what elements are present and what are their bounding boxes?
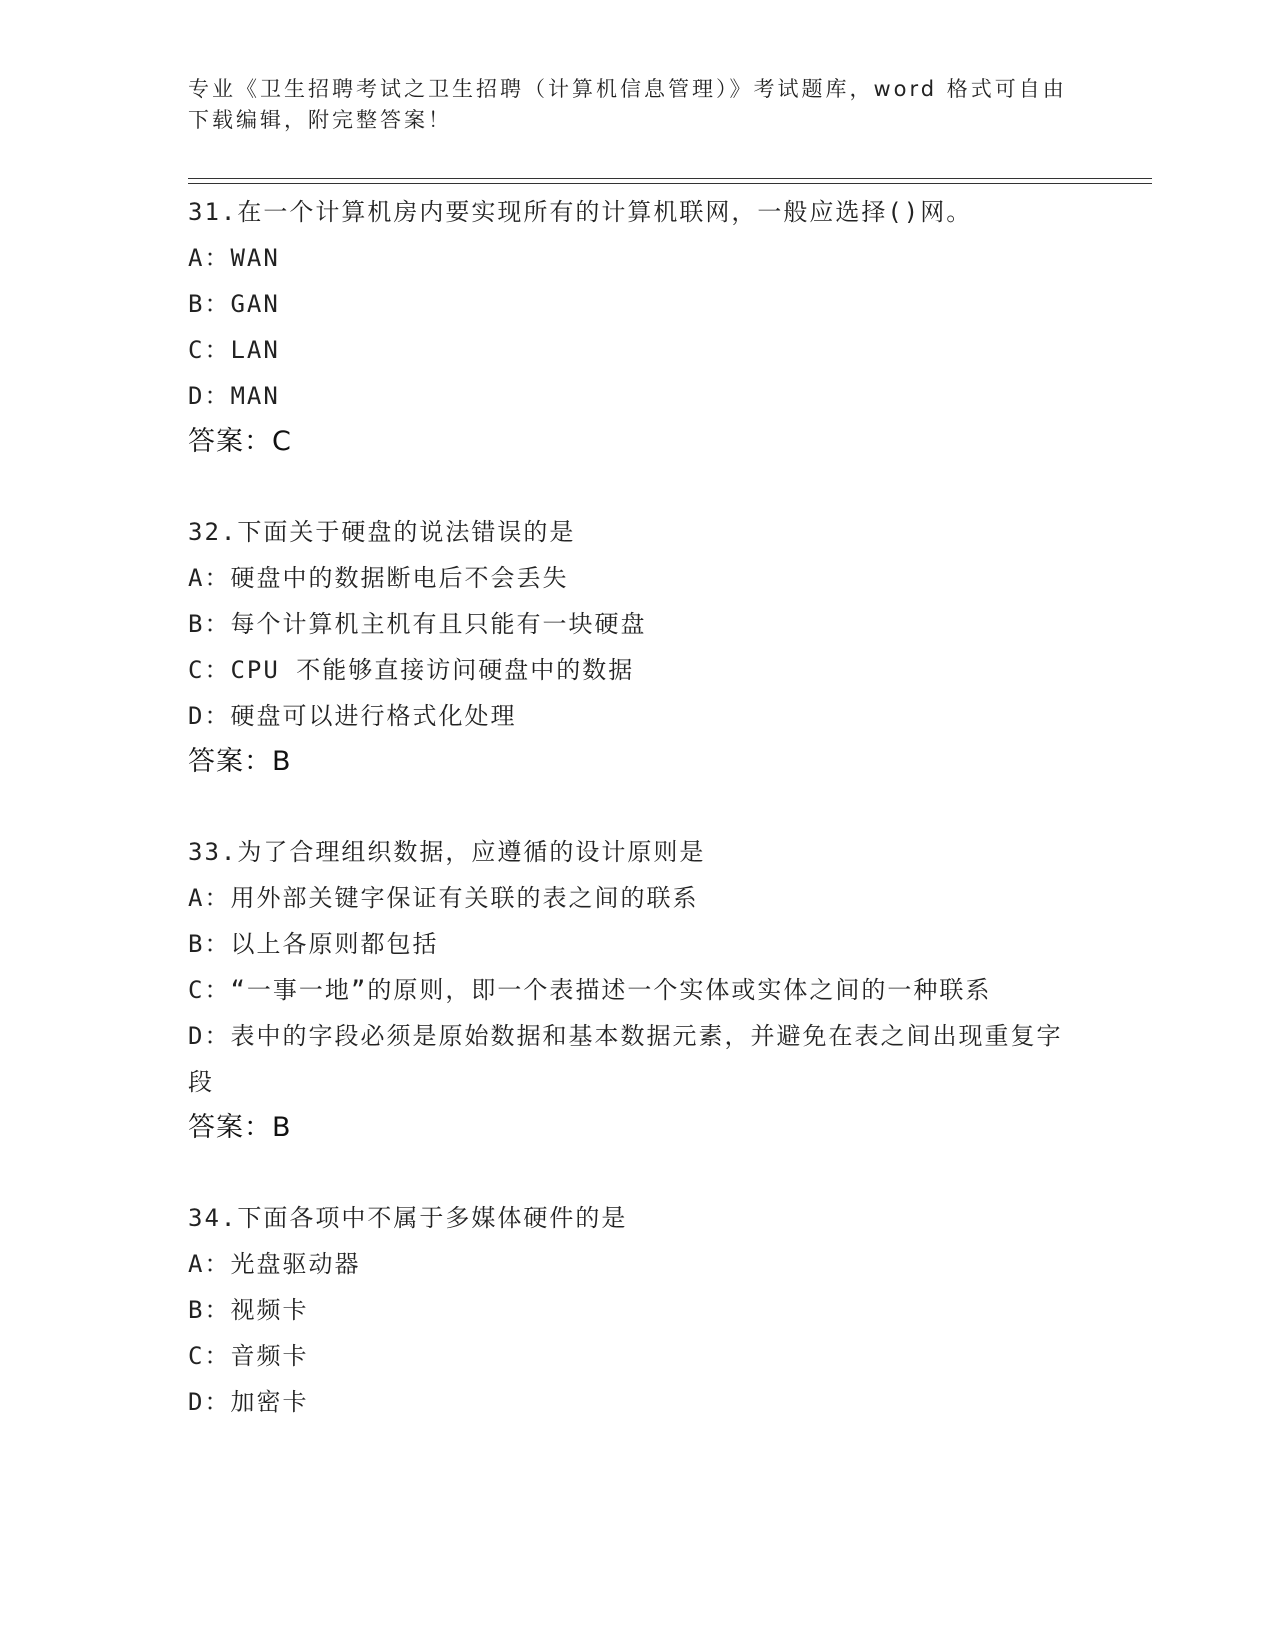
question-stem: 31.在一个计算机房内要实现所有的计算机联网，一般应选择()网。 <box>188 198 973 226</box>
question-32 <box>188 509 1078 785</box>
spacer <box>188 1151 1078 1195</box>
option-a: A：光盘驱动器 <box>188 1250 361 1278</box>
question-stem: 34.下面各项中不属于多媒体硬件的是 <box>188 1204 628 1232</box>
option-d: D：加密卡 <box>188 1388 309 1416</box>
option-d: D：表中的字段必须是原始数据和基本数据元素，并避免在表之间出现重复字段 <box>188 1022 1063 1096</box>
answer-line: 答案：B <box>188 746 292 777</box>
question-stem: 32.下面关于硬盘的说法错误的是 <box>188 518 576 546</box>
question-34 <box>188 1195 1078 1425</box>
option-b: B：每个计算机主机有且只能有一块硬盘 <box>188 610 647 638</box>
question-stem: 33.为了合理组织数据，应遵循的设计原则是 <box>188 838 706 866</box>
question-list <box>188 189 1078 1425</box>
document-intro: 专业《卫生招聘考试之卫生招聘（计算机信息管理）》考试题库，word 格式可自由下载编辑，附完整答案！ <box>188 77 1067 132</box>
answer-line: 答案：B <box>188 1112 292 1143</box>
spacer <box>188 465 1078 509</box>
question-33 <box>188 829 1078 1151</box>
header-divider-bottom <box>188 183 1152 184</box>
option-c: C：LAN <box>188 336 280 364</box>
option-b: B：以上各原则都包括 <box>188 930 439 958</box>
option-a: A：用外部关键字保证有关联的表之间的联系 <box>188 884 699 912</box>
header-divider-top <box>188 178 1152 179</box>
option-a: A：硬盘中的数据断电后不会丢失 <box>188 564 569 592</box>
option-b: B：GAN <box>188 290 280 318</box>
option-a: A：WAN <box>188 244 280 272</box>
answer-line: 答案：C <box>188 426 292 457</box>
option-d: D：硬盘可以进行格式化处理 <box>188 702 517 730</box>
spacer <box>188 785 1078 829</box>
question-31 <box>188 189 1078 465</box>
option-d: D：MAN <box>188 382 280 410</box>
option-c: C：“一事一地”的原则，即一个表描述一个实体或实体之间的一种联系 <box>188 976 992 1004</box>
option-c: C：音频卡 <box>188 1342 309 1370</box>
option-c: C：CPU 不能够直接访问硬盘中的数据 <box>188 656 635 684</box>
option-b: B：视频卡 <box>188 1296 309 1324</box>
